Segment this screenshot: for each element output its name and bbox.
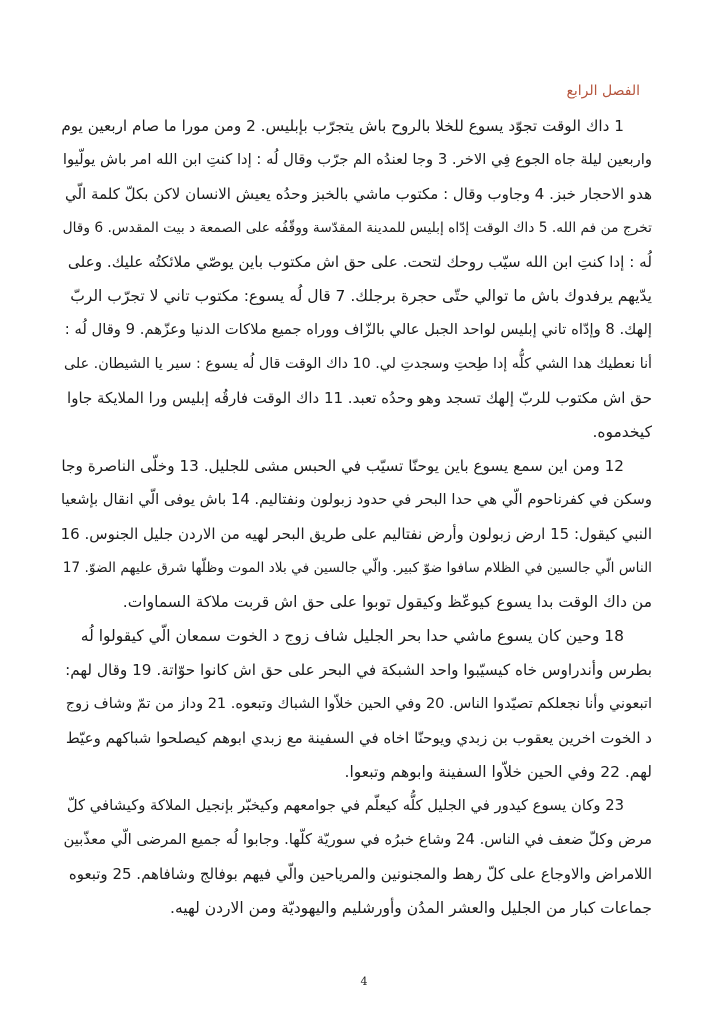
text-line: 23 وكان يسوع كيدور في الجليل كلُّه كيعلّم في جوامعهم وكيخبّر بإنجيل الملاكة وكيشافي كلّ <box>66 797 624 814</box>
page-number: 4 <box>360 975 368 988</box>
text-line: 18 وحين كان يسوع ماشي حدا بحر الجليل شاف زوج د الخوت سمعان الّي كيقولوا لُه <box>80 627 624 645</box>
text-line: من داك الوقت بدا يسوع كيوعّظ وكيقول توبوا على حق اش قربت ملاكة السماوات. <box>122 593 652 611</box>
text-line: واربعين ليلة جاه الجوع فِي الاخر. 3 وجا لعندُه الم جرّب وقال لُه : إدا كنتِ ابن الله امر باش يولّيوا <box>62 151 652 168</box>
text-line: وسكن في كفرناحوم الّي هي حدا البحر في حدود زبولون ونفتاليم. 14 باش يوفى الّي انقال بإشعيا <box>61 491 652 508</box>
text-line: 12 ومن اين سمع يسوع باين يوحنّا تسيّب في الحبس مشى للجليل. 13 وخلّى الناصرة وجا <box>61 457 624 475</box>
text-line: لهم. 22 وفي الحين خلاّوا السفينة وابوهم وتبعوا. <box>344 763 652 781</box>
text-line: إلهك. 8 وإدّاه تاني إبليس لواحد الجبل عالي بالزّاف ووراه جميع ملاكات الدنيا وعزّهم. 9 وقال لُه : <box>64 321 652 338</box>
text-line: اللامراض والاوجاع على كلّ رهط والمجنونين والمرياحين والّي فيهم بوفالج وشافاهم. 25 وتبعوه <box>68 865 652 883</box>
paragraph <box>60 449 652 619</box>
text-line: مرض وكلّ ضعف في الناس. 24 وشاع خبرُه في سوريّة كلّها. وجابوا لُه جميع المرضى الّي معذّبين <box>63 831 652 848</box>
text-line: يدّيهم يرفدوك باش ما توالي حتّى حجرة برجلك. 7 قال لُه يسوع: مكتوب تاني لا تجرّب الربّ <box>70 287 652 305</box>
text-line: الناس الّي جالسين في الظلام سافوا ضوّ كبير. والّي جالسين في بلاد الموت وظلّها شرق عليهم الضوّ. 17 <box>62 560 652 576</box>
text-line: بطرس وأندراوس خاه كيسيّبوا واحد الشبكة في البحر على حق اش كانوا حوّاتة. 19 وقال لهم: <box>65 661 652 679</box>
text-line: حق اش مكتوب للربّ إلهك تسجد وهو وحدُه تعبد. 11 داك الوقت فارقُه إبليس ورا الملايكة جاوا <box>67 389 652 407</box>
paragraph <box>60 789 652 925</box>
text-line: لُه : إدا كنتِ ابن الله سيّب روحك لتحت. على حق اش مكتوب باين يوصّي ملائكتُه عليك. وعلى <box>67 253 652 271</box>
text-line: 1 داك الوقت تجوّد يسوع للخلا بالروح باش يتجرّب بإبليس. 2 ومن مورا ما صام اربعين يوم <box>61 117 624 135</box>
text-line: جماعات كبار من الجليل والعشر المدُن وأورشليم واليهوديّة ومن الاردن لهيه. <box>170 899 652 917</box>
chapter-title: الفصل الرابع <box>566 83 640 99</box>
text-line: أنا نعطيك هدا الشي كلُّه إدا طِحتِ وسجدتِ لي. 10 داك الوقت قال لُه يسوع : سير يا الشيطان. على <box>64 356 652 372</box>
body-text <box>60 109 652 925</box>
text-line: النبي كيقول: 15 ارض زبولون وأرض نفتاليم على طريق البحر لهيه من الاردن جليل الجنوس. 16 <box>60 525 652 543</box>
text-line: تخرج من فم الله. 5 داك الوقت إدّاه إبليس للمدينة المقدّسة ووقّفُه على الصمعة د بيت المقدس. 6 وقال <box>62 220 652 236</box>
text-line: كيخدموه. <box>592 423 652 441</box>
text-line: د الخوت اخرين يعقوب بن زبدي ويوحنّا اخاه في السفينة مع زبدي ابوهم كيصلحوا شباكهم وعيّط <box>65 729 652 747</box>
paragraph <box>60 109 652 449</box>
text-line: هدو الاحجار خبز. 4 وجاوب وقال : مكتوب ماشي بالخبز وحدُه يعيش الانسان لاكن بكلّ كلمة الّي <box>65 185 652 203</box>
paragraph <box>60 619 652 789</box>
text-line: اتبعوني وأنا نجعلكم تصيّدوا الناس. 20 وفي الحين خلاّوا الشباك وتبعوه. 21 وداز من تمّ وشاف زوج <box>65 696 652 712</box>
